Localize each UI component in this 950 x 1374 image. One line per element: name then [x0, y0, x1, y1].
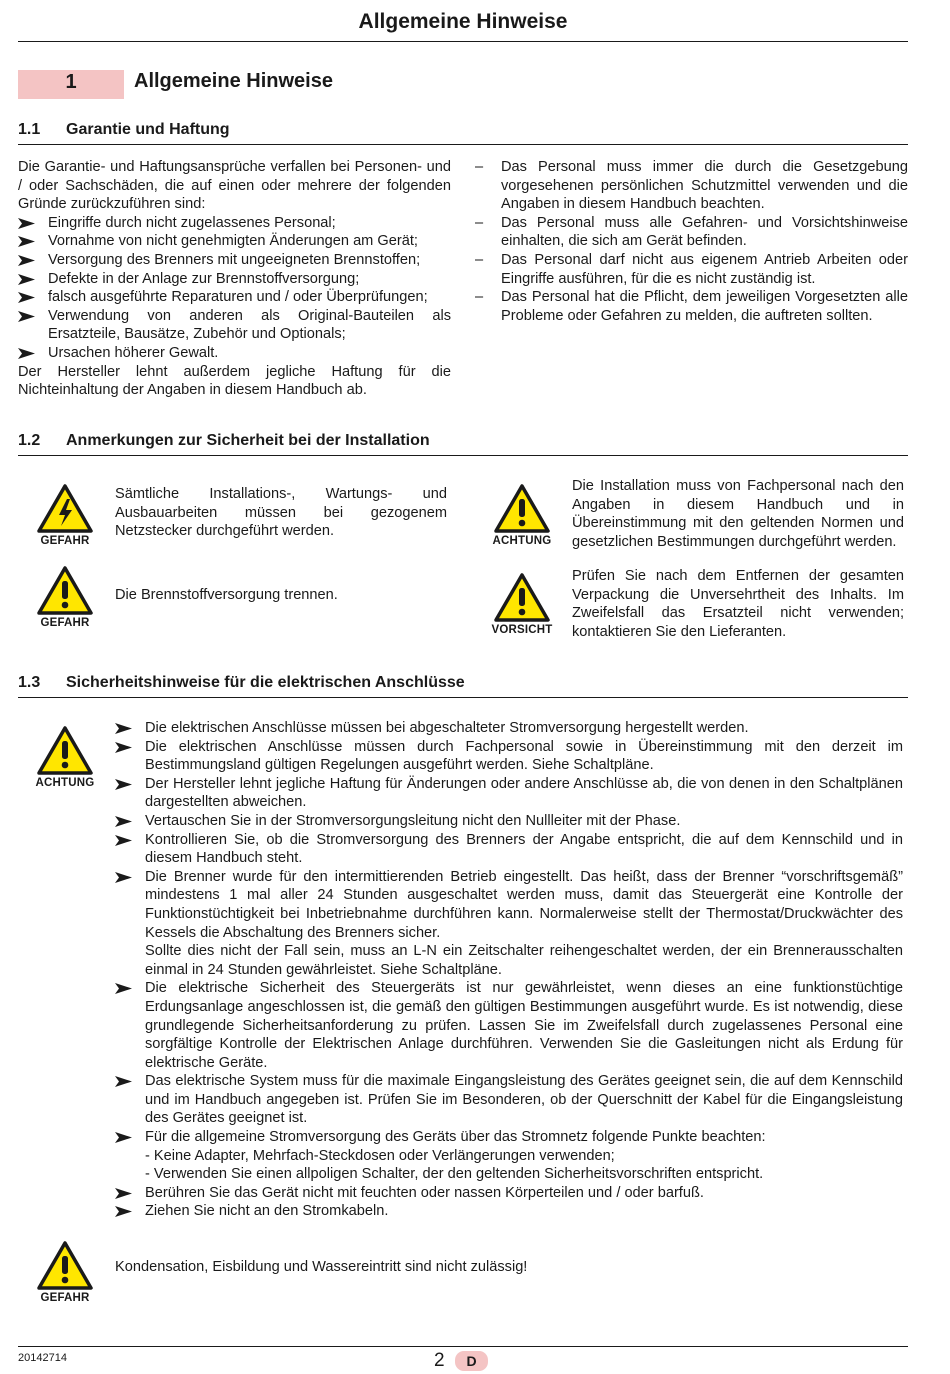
arrow-bullet-icon	[18, 311, 35, 322]
arrow-bullet-icon	[115, 1206, 132, 1217]
chapter-number: 1	[65, 71, 77, 93]
dash-bullet: –	[475, 214, 484, 231]
list-item: – Das Personal muss alle Gefahren- und Vorsichtshinweise einhalten, die sich am Gerät befinden.	[475, 214, 908, 250]
arrow-bullet-icon	[18, 255, 35, 266]
arrow-bullet-icon	[18, 292, 35, 303]
electric-hazard-icon	[37, 484, 93, 533]
list-item: Berühren Sie das Gerät nicht mit feuchten oder nassen Körperteilen und / oder barfuß.	[115, 1184, 903, 1203]
dash-bullet: –	[475, 251, 484, 268]
signal-word: ACHTUNG	[35, 777, 95, 789]
document-number: 20142714	[18, 1352, 67, 1364]
exclamation-warning-icon	[494, 573, 550, 622]
arrow-bullet-icon	[115, 779, 132, 790]
chapter-number-box	[18, 70, 124, 99]
arrow-bullet-icon	[115, 742, 132, 753]
warranty-reasons-list	[18, 214, 451, 363]
warranty-intro: Die Garantie- und Haftungsansprüche verfallen bei Personen- und / oder Sachschäden, die auf einen oder mehrere der folgenden Gründe zurückzuführen sind:	[18, 159, 451, 213]
signal-word: GEFAHR	[40, 617, 90, 629]
arrow-bullet-icon	[115, 1188, 132, 1199]
section-number: 1.1	[18, 121, 41, 138]
list-item: Für die allgemeine Stromversorgung des Geräts über das Stromnetz folgende Punkte beachten: - Keine Adapter, Mehrfach-Steckdosen oder Verlängerungen verwenden; - Verwenden Sie einen allpoligen Schalter, der den geltenden Sicherheitsvorschriften entspricht.	[115, 1128, 903, 1184]
warranty-outro: Der Hersteller lehnt außerdem jegliche Haftung für die Nichteinhaltung der Angaben in diesem Handbuch ab.	[18, 363, 451, 399]
danger-warning-sign	[33, 484, 97, 548]
section-heading-1-1	[18, 120, 908, 145]
warranty-left-column	[18, 158, 451, 400]
list-item: – Das Personal darf nicht aus eigenem Antrieb Arbeiten oder Eingriffe ausführen, für die es nicht zuständig ist.	[475, 251, 908, 287]
danger-warning-sign	[33, 1241, 97, 1305]
safety-note-text: Die Brennstoffversorgung trennen.	[115, 587, 338, 603]
arrow-bullet-icon	[115, 835, 132, 846]
footer-divider	[18, 1346, 908, 1347]
section-number: 1.3	[18, 674, 41, 691]
language-badge	[455, 1351, 488, 1371]
signal-word: GEFAHR	[40, 535, 90, 547]
list-item: Ziehen Sie nicht an den Stromkabeln.	[115, 1202, 903, 1221]
sub-list-item: - Keine Adapter, Mehrfach-Steckdosen oder Verlängerungen verwenden;	[145, 1147, 615, 1164]
arrow-bullet-icon	[115, 872, 132, 883]
section-heading-1-2	[18, 431, 908, 456]
list-item: Vertauschen Sie in der Stromversorgungsleitung nicht den Nullleiter mit der Phase.	[115, 812, 903, 831]
arrow-bullet-icon	[115, 816, 132, 827]
list-item: Ursachen höherer Gewalt.	[18, 344, 451, 363]
safety-note-text: Die Installation muss von Fachpersonal nach den Angaben in diesem Handbuch und in Übereinstimmung mit den geltenden Normen und gesetzlichen Bestimmungen durchgeführt werden.	[572, 478, 904, 550]
exclamation-warning-icon	[494, 484, 550, 533]
list-item: Die Brenner wurde für den intermittierenden Betrieb eingestellt. Das heißt, dass der Brenner “vorschriftsgemäß” mindestens 1 mal aller 24 Stunden ausgeschaltet werden muss, damit das Steuergerät eine Kontrolle der Funktionstüchtigkeit bei Inbetriebnahme durchführen kann. Normalerweise stellt der Thermostat/Druckwächter des Kessels die Abschaltung des Brenners sicher. Sollte dies nicht der Fall sein, muss an L-N ein Zeitschalter reihengeschaltet werden, der ein Brennerausschalten einmal in 24 Stunden gewährleistet. Siehe Schaltpläne.	[115, 868, 903, 980]
list-item: Die elektrischen Anschlüsse müssen durch Fachpersonal sowie in Übereinstimmung mit den derzeit im Bestimmungsland gültigen Regelungen ausgeführt werden. Siehe Schaltpläne.	[115, 738, 903, 775]
exclamation-warning-icon	[37, 726, 93, 775]
arrow-bullet-icon	[18, 236, 35, 247]
electrical-safety-list	[115, 719, 903, 1221]
arrow-bullet-icon	[18, 348, 35, 359]
list-item: Die elektrischen Anschlüsse müssen bei abgeschalteter Stromversorgung hergestellt werden.	[115, 719, 903, 738]
list-item: Vornahme von nicht genehmigten Änderungen am Gerät;	[18, 232, 451, 251]
section-title: Garantie und Haftung	[66, 121, 230, 138]
list-item: Verwendung von anderen als Original-Bauteilen als Ersatzteile, Bausätze, Zubehör und Optionals;	[18, 307, 451, 344]
list-item: Kontrollieren Sie, ob die Stromversorgung des Brenners der Angabe entspricht, die auf dem Kennschild und in diesem Handbuch steht.	[115, 831, 903, 868]
section-heading-1-3	[18, 673, 908, 698]
section-title: Sicherheitshinweise für die elektrischen Anschlüsse	[66, 674, 465, 691]
safety-note-text: Sämtliche Installations-, Wartungs- und Ausbauarbeiten müssen bei gezogenem Netzstecker durchgeführt werden.	[115, 486, 447, 540]
list-item: – Das Personal hat die Pflicht, dem jeweiligen Vorgesetzten alle Probleme oder Gefahren zu melden, die auftreten sollten.	[475, 289, 908, 324]
warranty-right-column	[475, 158, 908, 325]
dash-bullet: –	[475, 289, 484, 306]
list-item: Die elektrische Sicherheit des Steuergeräts ist nur gewährleistet, wenn dieses an eine funktionstüchtige Erdungsanlage angeschlossen ist, die gemäß den gültigen Bestimmungen ausgeführt wurde. Es ist notwendig, diese grundlegende Sicherheitsanforderung zu prüfen. Lassen Sie im Zweifelsfall durch zugelassenes Personal eine sorgfältige Kontrolle der Elektrischen Anlage durchführen. Verwenden Sie die Gasleitungen nicht als Erdung für elektrische Geräte.	[115, 979, 903, 1072]
condensation-warning-text: Kondensation, Eisbildung und Wassereintritt sind nicht zulässig!	[115, 1259, 528, 1275]
arrow-bullet-icon	[115, 1132, 132, 1143]
list-item: – Das Personal muss immer die durch die Gesetzgebung vorgesehenen persönlichen Schutzmittel verwenden und die Angaben in diesem Handbuch beachten.	[475, 159, 908, 213]
electrical-safety-list-container	[115, 719, 903, 1221]
arrow-bullet-icon	[115, 1076, 132, 1087]
running-header-title: Allgemeine Hinweise	[358, 10, 568, 33]
attention-warning-sign	[33, 726, 97, 790]
signal-word: GEFAHR	[40, 1292, 90, 1304]
section-number: 1.2	[18, 432, 41, 449]
danger-warning-sign	[33, 566, 97, 630]
list-item: Defekte in der Anlage zur Brennstoffversorgung;	[18, 270, 451, 289]
language-code: D	[466, 1353, 477, 1369]
sub-list-item: - Verwenden Sie einen allpoligen Schalter, der den geltenden Sicherheitsvorschriften entspricht.	[145, 1166, 764, 1183]
exclamation-warning-icon	[37, 566, 93, 615]
personnel-duties-list	[475, 158, 908, 325]
page-number: 2	[434, 1350, 445, 1371]
signal-word: ACHTUNG	[492, 535, 552, 547]
dash-bullet: –	[475, 159, 484, 175]
arrow-bullet-icon	[18, 274, 35, 285]
section-title: Anmerkungen zur Sicherheit bei der Installation	[66, 432, 430, 449]
signal-word: VORSICHT	[491, 624, 553, 636]
list-item: Das elektrische System muss für die maximale Eingangsleistung des Gerätes geeignet sein, die auf dem Kennschild und im Handbuch angegeben ist. Prüfen Sie im Besonderen, ob der Querschnitt der Kabel für die Eingangsleistung des Gerätes geeignet ist.	[115, 1072, 903, 1128]
chapter-title: Allgemeine Hinweise	[134, 70, 333, 92]
arrow-bullet-icon	[115, 723, 132, 734]
arrow-bullet-icon	[115, 983, 132, 994]
exclamation-warning-icon	[37, 1241, 93, 1290]
list-item: Eingriffe durch nicht zugelassenes Personal;	[18, 214, 451, 233]
safety-note-text: Prüfen Sie nach dem Entfernen der gesamten Verpackung die Unversehrtheit des Inhalts. Im Zweifelsfall das Ersatzteil nicht verwenden; kontaktieren Sie den Lieferanten.	[572, 568, 904, 640]
caution-warning-sign	[490, 573, 554, 637]
list-item-continuation: Sollte dies nicht der Fall sein, muss an L-N ein Zeitschalter reihengeschaltet werden, der ein Brennerausschalten einmal in 24 Stunden gewährleistet. Siehe Schaltpläne.	[145, 943, 903, 978]
list-item: Der Hersteller lehnt jegliche Haftung für Änderungen oder andere Anschlüsse ab, die von denen in den Schaltplänen dargestellten abweichen.	[115, 775, 903, 812]
arrow-bullet-icon	[18, 218, 35, 229]
list-item: falsch ausgeführte Reparaturen und / oder Überprüfungen;	[18, 288, 451, 307]
attention-warning-sign	[490, 484, 554, 548]
list-item: Versorgung des Brenners mit ungeeigneten Brennstoffen;	[18, 251, 451, 270]
running-header	[18, 8, 908, 42]
